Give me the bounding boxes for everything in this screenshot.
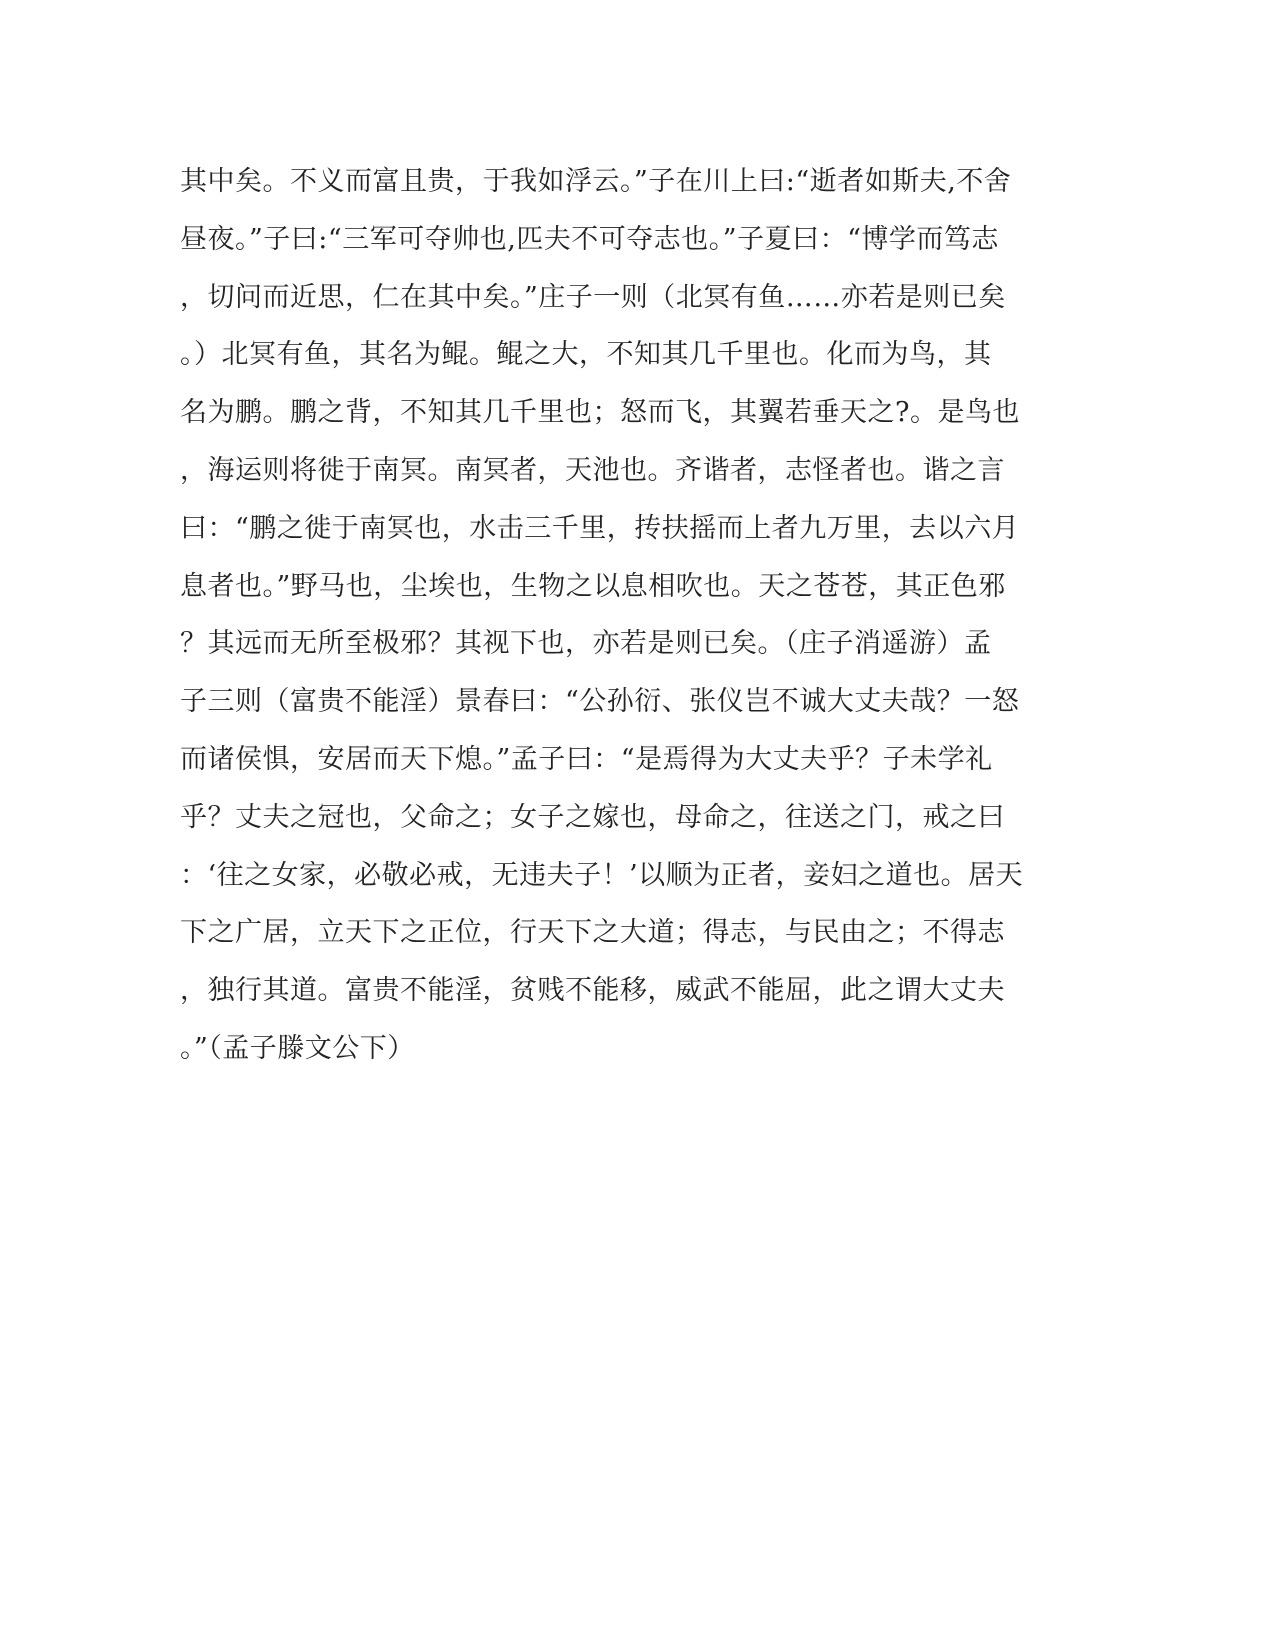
text-line-4: 。）北冥有鱼，其名为鲲。鲲之大，不知其几千里也。化而为鸟，其 [180,339,992,371]
text-line-5: 名为鹏。鹏之背，不知其几千里也；怒而飞，其翼若垂天之?。是鸟也 [180,397,1020,429]
text-line-9: ？其远而无所至极邪？其视下也，亦若是则已矣。（庄子消遥游）孟 [180,628,992,660]
text-line-8: 息者也。”野马也，尘埃也，生物之以息相吹也。天之苍苍，其正色邪 [180,570,1006,602]
text-line-2: 昼夜。”子曰:“三军可夺帅也,匹夫不可夺志也。”子夏曰：“博学而笃志 [180,223,999,255]
text-line-13: ：‘往之女家，必敬必戒，无违夫子！’以顺为正者，妾妇之道也。居天 [180,859,1024,891]
text-line-10: 子三则（富贵不能淫）景春曰：“公孙衍、张仪岂不诚大丈夫哉？一怒 [180,686,1020,718]
text-line-11: 而诸侯惧，安居而天下熄。”孟子曰：“是焉得为大丈夫乎？子未学礼 [180,743,993,775]
text-line-12: 乎？丈夫之冠也，父命之；女子之嫁也，母命之，往送之门，戒之曰 [180,801,1005,833]
text-line-6: ，海运则将徙于南冥。南冥者，天池也。齐谐者，志怪者也。谐之言 [180,454,1005,486]
text-line-14: 下之广居，立天下之正位，行天下之大道；得志，与民由之；不得志 [180,917,1005,949]
text-line-15: ，独行其道。富贵不能淫，贫贱不能移，威武不能屈，此之谓大丈夫 [180,975,1005,1007]
text-line-1: 其中矣。不义而富且贵，于我如浮云。”子在川上曰:“逝者如斯夫,不舍 [180,166,1012,197]
text-line-3: ，切问而近思，仁在其中矣。”庄子一则（北冥有鱼……亦若是则已矣 [180,281,1006,313]
text-line-7: 曰：“鹏之徙于南冥也，水击三千里，抟扶摇而上者九万里，去以六月 [180,512,1020,544]
text-line-16: 。”（孟子滕文公下） [180,1032,415,1064]
body-text [180,160,1060,1085]
